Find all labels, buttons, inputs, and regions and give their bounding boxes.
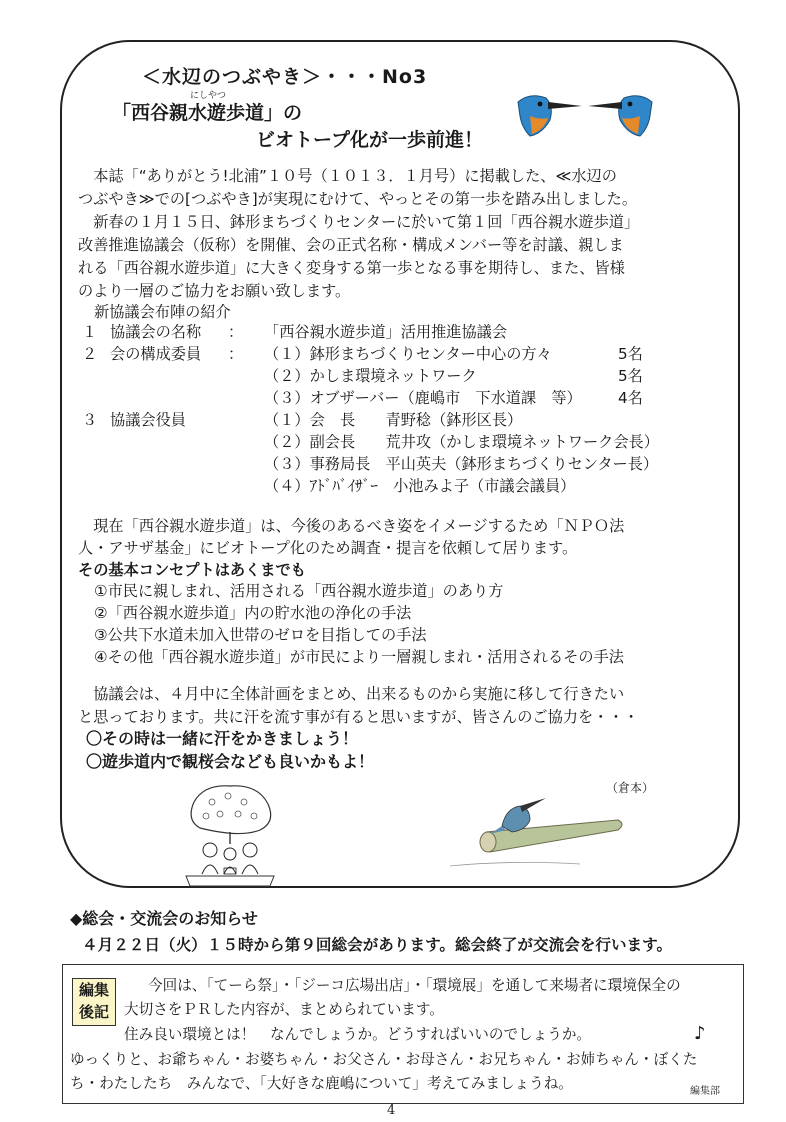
officer-row: （２）副会長 荒井攻（かしま環境ネットワーク会長） <box>264 433 659 451</box>
paragraph-1-line: つぶやき≫での[つぶやき]が実現にむけて、やっとその第一歩を踏み出しました。 <box>78 190 638 208</box>
roster-label: 会の構成委員 <box>110 345 202 363</box>
concept-title: その基本コンセプトはあくまでも <box>78 561 306 579</box>
kingfisher-on-branch-illustration <box>450 790 630 870</box>
editor-note-line: 今回は、「てーら祭」・「ジーコ広場出店」・「環境展」を通して来場者に環境保全の <box>148 977 681 994</box>
editor-note-line: ゆっくりと、お爺ちゃん・お婆ちゃん・お父さん・お母さん・お兄ちゃん・お姉ちゃん・ぼくた <box>70 1051 698 1068</box>
editor-note-line: 大切さをＰＲした内容が、まとめられています。 <box>124 1001 444 1018</box>
page-number: 4 <box>387 1103 396 1118</box>
badge-line-2: 後記 <box>78 1003 109 1021</box>
paragraph-1-line: 本誌「“ありがとう!北浦”１０号（１０１３．１月号）に掲載した、≪水辺の <box>78 167 617 185</box>
member-count: 5名 <box>618 367 643 385</box>
editor-note-line: ち・わたしたち みんなで、「大好きな鹿嶋について」考えてみましょうね。 <box>70 1075 573 1092</box>
member-count: 5名 <box>618 345 643 363</box>
notice-heading: ◆総会・交流会のお知らせ <box>70 909 258 928</box>
music-note-icon: ♪ <box>694 1023 706 1044</box>
officer-row: （４）ｱﾄﾞﾊﾞｲｻﾞｰ 小池みよ子（市議会議員） <box>264 477 576 495</box>
roster-label: 協議会役員 <box>110 411 186 429</box>
article-title: ＜水辺のつぶやき＞・・・No3 <box>142 66 428 88</box>
author-credit: （倉本） <box>606 781 655 795</box>
member-row: （２）かしま環境ネットワーク <box>264 367 477 385</box>
officer-row: （３）事務局長 平山英夫（鉢形まちづくりセンター長） <box>264 455 659 473</box>
roster-title: 新協議会布陣の紹介 <box>94 303 231 321</box>
roster-label: 協議会の名称 <box>110 323 202 341</box>
cheer-line-1: 〇その時は一緒に汗をかきましょう！ <box>86 729 359 748</box>
roster-number: ２ <box>82 345 98 363</box>
editor-note-badge <box>72 978 116 1026</box>
paragraph-2-line: 人・アサザ基金」にビオトープ化のため調査・提言を依頼して居ります。 <box>78 539 578 557</box>
roster-colon: ： <box>228 345 244 363</box>
subtitle-line-2: ビオトープ化が一歩前進！ <box>256 129 484 151</box>
officer-row: （１）会 長 青野稔（鉢形区長） <box>264 411 523 429</box>
editor-note-line: 住み良い環境とは！ なんでしょうか。どうすればいいのでしょうか。 <box>124 1026 592 1043</box>
paragraph-1-line: のより一層のご協力をお願い致します。 <box>78 282 351 300</box>
paragraph-3-line: と思っております。共に汗を流す事が有ると思いますが、皆さんのご協力を・・・ <box>78 708 639 726</box>
paragraph-1-line: れる「西谷親水遊歩道」に大きく変身する第一歩となる事を期待し、また、皆様 <box>78 259 625 277</box>
paragraph-1-line: 改善推進協議会（仮称）を開催、会の正式名称・構成メンバー等を討議、親しま <box>78 236 624 254</box>
kingfisher-right-icon <box>588 96 652 136</box>
concept-item: ②「西谷親水遊歩道」内の貯水池の浄化の手法 <box>94 604 412 622</box>
roster-number: ３ <box>82 411 98 429</box>
roster-colon: ： <box>228 323 244 341</box>
member-count: 4名 <box>618 389 643 407</box>
concept-item: ①市民に親しまれ、活用される「西谷親水遊歩道」のあり方 <box>94 582 504 600</box>
cheer-line-2: 〇遊歩道内で観桜会なども良いかもよ！ <box>86 752 375 771</box>
kingfisher-left-icon <box>518 96 582 136</box>
badge-line-1: 編集 <box>78 981 109 999</box>
roster-number: １ <box>82 323 98 341</box>
notice-text: ４月２２日（火）１５時から第９回総会があります。総会終了が交流会を行います。 <box>82 936 673 954</box>
concept-item: ③公共下水道未加入世帯のゼロを目指しての手法 <box>94 626 427 644</box>
editor-signature: 編集部 <box>690 1086 720 1097</box>
member-row: （１）鉢形まちづくりセンター中心の方々 <box>264 345 552 363</box>
family-cherry-tree-illustration <box>180 780 280 890</box>
kingfisher-pair-illustration <box>510 86 660 144</box>
paragraph-2-line: 現在「西谷親水遊歩道」は、今後のあるべき姿をイメージするため「ＮＰＯ法 <box>78 517 625 535</box>
subtitle-line-1: 「西谷親水遊歩道」の <box>112 102 303 124</box>
member-row: （３）オブザーバー（鹿嶋市 下水道課 等） <box>264 389 582 407</box>
concept-item: ④その他「西谷親水遊歩道」が市民により一層親しまれ・活用されるその手法 <box>94 648 624 666</box>
paragraph-1-line: 新春の１月１５日、鉢形まちづくりセンターに於いて第１回「西谷親水遊歩道」 <box>78 213 640 231</box>
roster-value: 「西谷親水遊歩道」活用推進協議会 <box>264 323 507 341</box>
furigana-ruby: にしやつ <box>190 91 227 101</box>
paragraph-3-line: 協議会は、４月中に全体計画をまとめ、出来るものから実施に移して行きたい <box>78 685 625 703</box>
